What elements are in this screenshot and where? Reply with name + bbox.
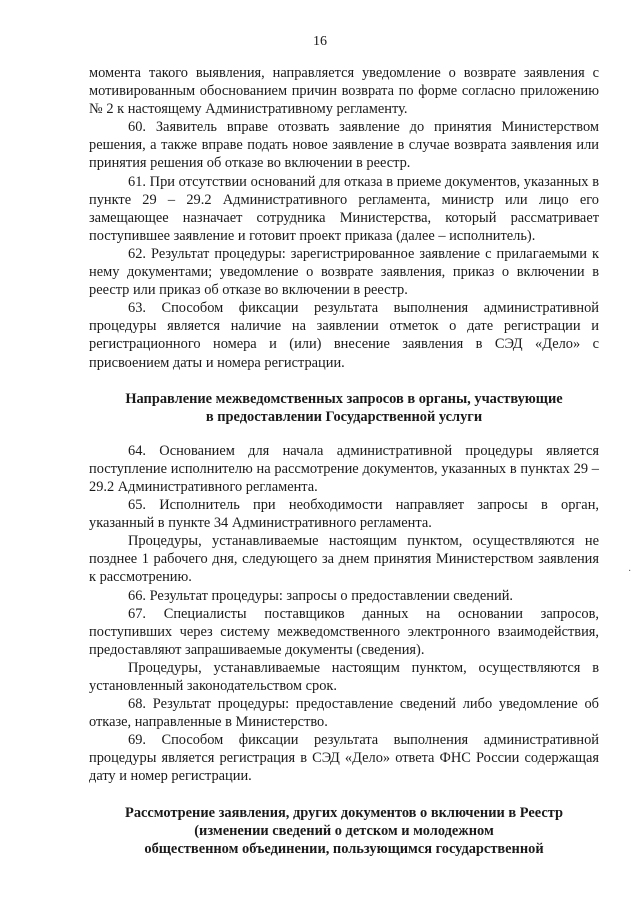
paragraph-63: 63. Способом фиксации результата выполнения административной процедуры является наличие на заявлении отметок о дате регистрации и регистрационного номера и (или) внесение заявления в СЭД «Дело» с присвоением даты и номера регистрации. bbox=[89, 300, 599, 371]
paragraph-64: 64. Основанием для начала административной процедуры является поступление исполнителю на рассмотрение документов, указанных в пунктах 29 – 29.2 Административного регламента. bbox=[89, 442, 599, 495]
heading-line: общественном объединении, пользующимся государственной bbox=[144, 840, 544, 857]
paragraph-59-continuation: момента такого выявления, направляется уведомление о возврате заявления с мотивированным обоснованием причин возврата по форме согласно приложению № 2 к настоящему Административному регламенту. bbox=[89, 65, 599, 118]
paragraph-66: 66. Результат процедуры: запросы о предоставлении сведений. bbox=[128, 587, 514, 604]
section-heading-application-review bbox=[89, 804, 599, 858]
heading-line: Рассмотрение заявления, других документов о включении в Реестр bbox=[125, 804, 563, 821]
section-heading-interagency-requests bbox=[89, 390, 599, 426]
paragraph-61: 61. При отсутствии оснований для отказа в приеме документов, указанных в пункте 29 – 29.2 Административного регламента, министр или лицо его замещающее назначает сотрудника Министерства, который рассматривает поступившее заявление и готовит проект приказа (далее – исполнитель). bbox=[89, 173, 599, 244]
heading-line: в предоставлении Государственной услуги bbox=[205, 408, 483, 425]
paragraph-65: 65. Исполнитель при необходимости направляет запросы в орган, указанный в пункте 34 Административного регламента. bbox=[89, 497, 599, 532]
margin-mark: · bbox=[628, 566, 632, 577]
heading-line: (изменении сведений о детском и молодежном bbox=[194, 822, 494, 839]
paragraph-68: 68. Результат процедуры: предоставление сведений либо уведомление об отказе, направленные в Министерство. bbox=[89, 696, 599, 731]
paragraph-65-procedures: Процедуры, устанавливаемые настоящим пунктом, осуществляются не позднее 1 рабочего дня, следующего за днем принятия Министерством заявления к рассмотрению. bbox=[89, 533, 599, 586]
paragraph-60: 60. Заявитель вправе отозвать заявление до принятия Министерством решения, а также вправе подать новое заявление в случае возврата заявления или принятия решения об отказе во включении в реестр. bbox=[89, 119, 599, 172]
paragraph-67: 67. Специалисты поставщиков данных на основании запросов, поступивших через систему межведомственного электронного взаимодействия, предоставляют запрашиваемые документы (сведения). bbox=[89, 605, 599, 658]
heading-line: Направление межведомственных запросов в органы, участвующие bbox=[125, 390, 563, 407]
paragraph-62: 62. Результат процедуры: зарегистрированное заявление с прилагаемыми к нему документами; уведомление о возврате заявления, приказ о включении в реестр или приказ об отказе во включении в реестр. bbox=[89, 245, 599, 299]
paragraph-67-procedures: Процедуры, устанавливаемые настоящим пунктом, осуществляются в установленный законодательством срок. bbox=[89, 659, 599, 694]
document-body bbox=[89, 64, 599, 858]
paragraph-69: 69. Способом фиксации результата выполнения административной процедуры является регистрация в СЭД «Дело» ответа ФНС России содержащая дату и номер регистрации. bbox=[89, 732, 599, 785]
page-number: 16 bbox=[313, 34, 327, 49]
